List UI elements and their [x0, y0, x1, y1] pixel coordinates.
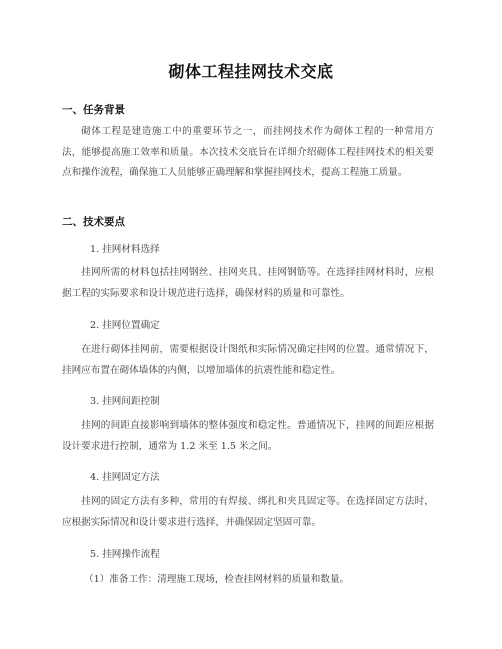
document-title: 砌体工程挂网技术交底 — [168, 62, 334, 81]
item-paragraph-spacing: 挂网的间距直接影响到墙体的整体强度和稳定性。普通情况下，挂网的间距应根据设计要求进行控制，通常为 1.2 米至 1.5 米之间。 — [62, 420, 434, 452]
item-label-position: 2. 挂网位置确定 — [90, 320, 160, 331]
item-label-materials: 1. 挂网材料选择 — [90, 244, 160, 255]
section-heading-key-points: 二、技术要点 — [62, 216, 125, 228]
item-paragraph-position: 在进行砌体挂网前，需要根据设计图纸和实际情况确定挂网的位置。通常情况下，挂网应布置在砌体墙体的内侧，以增加墙体的抗震性能和稳定性。 — [62, 344, 434, 376]
item-label-procedure: 5. 挂网操作流程 — [90, 549, 160, 560]
item-paragraph-fixing: 挂网的固定方法有多种，常用的有焊接、绑扎和夹具固定等。在选择固定方法时，应根据实际情况和设计要求进行选择，并确保固定坚固可靠。 — [62, 496, 434, 528]
item-paragraph-materials: 挂网所需的材料包括挂网钢丝、挂网夹具、挂网钢筋等。在选择挂网材料时，应根据工程的实际要求和设计规范进行选择，确保材料的质量和可靠性。 — [62, 267, 434, 299]
item-label-fixing: 4. 挂网固定方法 — [90, 472, 160, 483]
item-label-spacing: 3. 挂网间距控制 — [90, 396, 160, 407]
section-paragraph-background: 砌体工程是建造施工中的重要环节之一，而挂网技术作为砌体工程的一种常用方法，能够提高施工效率和质量。本次技术交底旨在详细介绍砌体工程挂网技术的相关要点和操作流程，确保施工人员能够正确理解和掌握挂网技术，提高工程施工质量。 — [62, 126, 434, 178]
item-sub-preparation: （1）准备工作：清理施工现场，检查挂网材料的质量和数量。 — [84, 574, 350, 585]
section-heading-background: 一、任务背景 — [62, 104, 125, 116]
